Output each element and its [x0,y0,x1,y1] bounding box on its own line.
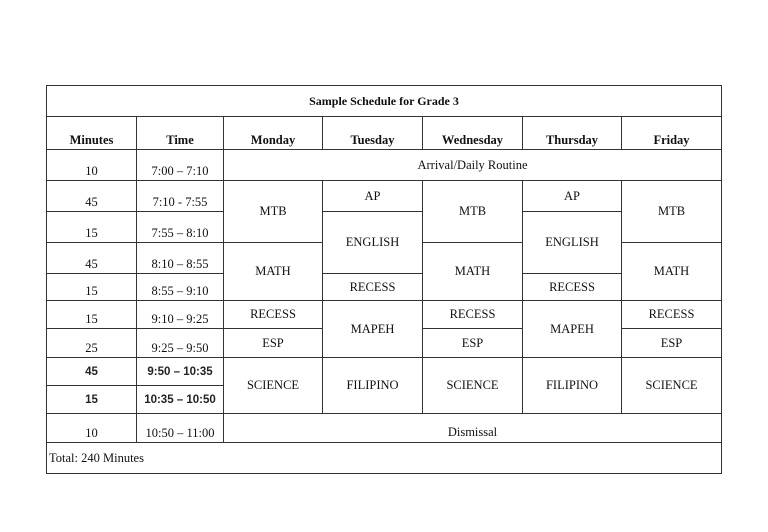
time-cell: 7:00 – 7:10 [136,149,224,181]
thursday-mapeh: MAPEH [522,300,622,358]
friday-science: SCIENCE [621,357,722,414]
header-time: Time [136,116,224,150]
time-cell: 9:10 – 9:25 [136,300,224,329]
tuesday-ap: AP [322,180,423,212]
header-thursday: Thursday [522,116,622,150]
thursday-recess: RECESS [522,273,622,301]
header-monday: Monday [223,116,323,150]
time-cell: 9:50 – 10:35 [136,357,224,386]
minutes-cell: 15 [46,211,137,243]
wednesday-recess: RECESS [422,300,523,329]
friday-math: MATH [621,242,722,301]
monday-esp: ESP [223,328,323,358]
monday-recess: RECESS [223,300,323,329]
time-cell: 8:55 – 9:10 [136,273,224,301]
minutes-cell: 45 [46,357,137,386]
minutes-cell: 15 [46,385,137,414]
header-minutes: Minutes [46,116,137,150]
minutes-cell: 45 [46,180,137,212]
header-friday: Friday [621,116,722,150]
wednesday-math: MATH [422,242,523,301]
wednesday-science: SCIENCE [422,357,523,414]
wednesday-esp: ESP [422,328,523,358]
arrival-cell: Arrival/Daily Routine [223,149,722,181]
header-wednesday: Wednesday [422,116,523,150]
tuesday-english: ENGLISH [322,211,423,274]
tuesday-mapeh: MAPEH [322,300,423,358]
wednesday-mtb: MTB [422,180,523,243]
minutes-cell: 25 [46,328,137,358]
tuesday-filipino: FILIPINO [322,357,423,414]
time-cell: 8:10 – 8:55 [136,242,224,274]
thursday-filipino: FILIPINO [522,357,622,414]
minutes-cell: 45 [46,242,137,274]
minutes-cell: 15 [46,300,137,329]
time-cell: 7:55 – 8:10 [136,211,224,243]
friday-recess: RECESS [621,300,722,329]
thursday-english: ENGLISH [522,211,622,274]
tuesday-recess: RECESS [322,273,423,301]
thursday-ap: AP [522,180,622,212]
monday-math: MATH [223,242,323,301]
time-cell: 7:10 - 7:55 [136,180,224,212]
table-title: Sample Schedule for Grade 3 [46,85,722,117]
minutes-cell: 15 [46,273,137,301]
friday-esp: ESP [621,328,722,358]
time-cell: 10:35 – 10:50 [136,385,224,414]
header-tuesday: Tuesday [322,116,423,150]
minutes-cell: 10 [46,413,137,443]
dismissal-cell: Dismissal [223,413,722,443]
time-cell: 10:50 – 11:00 [136,413,224,443]
total-minutes: Total: 240 Minutes [46,442,722,474]
monday-mtb: MTB [223,180,323,243]
minutes-cell: 10 [46,149,137,181]
time-cell: 9:25 – 9:50 [136,328,224,358]
friday-mtb: MTB [621,180,722,243]
monday-science: SCIENCE [223,357,323,414]
